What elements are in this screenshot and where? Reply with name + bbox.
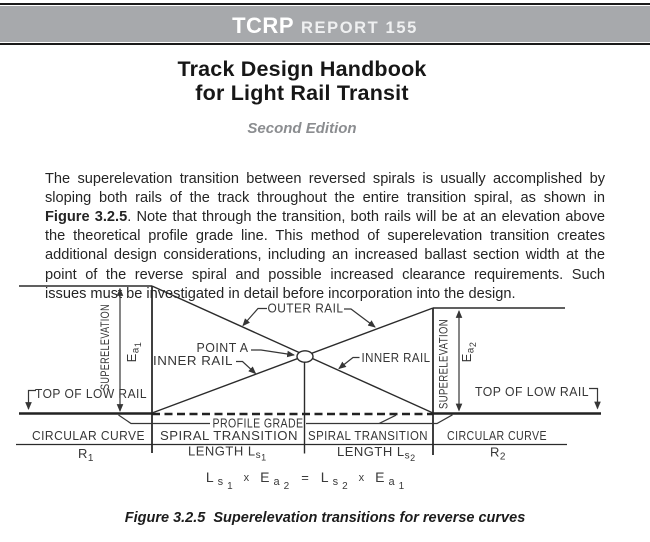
section-label-circular-curve-2: CIRCULAR CURVE	[447, 428, 547, 443]
e1-index: 1	[133, 341, 143, 348]
r1-base: R	[78, 446, 88, 461]
formula-multiply-2: x	[358, 472, 365, 484]
formula-ea1-index: 1	[398, 481, 405, 492]
outer-rail-leader-left	[243, 309, 267, 326]
header-title-primary: TCRP	[232, 13, 294, 38]
outer-rail-leader-right	[344, 309, 375, 327]
section-dim-r1	[78, 446, 94, 464]
point-a-label: POINT A	[196, 340, 249, 355]
formula-ls2-index: 2	[342, 481, 348, 492]
point-a-node	[297, 351, 313, 362]
e2-index: 2	[468, 341, 478, 348]
header-title	[232, 6, 418, 39]
formula-equals: =	[301, 470, 309, 485]
ls1-index: 1	[261, 452, 267, 463]
formula-ls2-base: L	[320, 469, 329, 485]
paragraph-text-after: . Note that through the transition, both rails will be at an elevation above the theoretical profile grade line. This method of superelevation transition creates additional design considerations, including an increased ballast section width at the point of the reverse spiral and possible increased clearance requirements. Such issues must be investigated in detail before incorporation into the design.	[45, 209, 606, 302]
figure-reference: Figure 3.2.5	[45, 209, 128, 225]
diagram-labels	[32, 276, 589, 465]
top-of-low-rail-label-left: TOP OF LOW RAIL	[35, 386, 147, 401]
formula-ea2-index: 2	[283, 481, 290, 492]
paragraph-text-before: The superelevation transition between reversed spirals is usually accomplished by sloping both rails of the track throughout the entire transition spiral, as shown in	[45, 170, 605, 206]
formula-multiply-1: x	[243, 472, 250, 484]
ls2-base: LENGTH L	[337, 444, 405, 459]
e1-sub: a	[130, 347, 142, 354]
profile-grade-label: PROFILE GRADE	[212, 415, 304, 431]
ls1-base: LENGTH L	[188, 443, 256, 459]
inner-rail-leader-left	[236, 362, 256, 374]
e2-base: E	[459, 353, 474, 363]
edition-subtitle: Second Edition	[247, 120, 357, 137]
formula-ea1-sub: a	[388, 476, 395, 488]
header-bottom-rule	[0, 43, 650, 45]
point-a-leader	[251, 350, 294, 355]
r2-index: 2	[499, 451, 506, 463]
figure-caption: Figure 3.2.5 Superelevation transitions for reverse curves	[124, 510, 526, 526]
title-line-1: Track Design Handbook	[177, 57, 427, 81]
r2-base: R	[490, 444, 500, 460]
superelevation-diagram	[0, 270, 650, 500]
profile-grade-leader-hook	[379, 415, 396, 423]
inner-rail-leader-right	[339, 358, 360, 369]
r1-index: 1	[87, 453, 94, 464]
profile-grade-leader-left	[119, 415, 211, 424]
formula-ls2-sub: s	[332, 476, 339, 488]
formula-ea2-sub: a	[273, 476, 280, 488]
ls2-index: 2	[410, 453, 416, 463]
superelevation-label-right: SUPERELEVATION	[436, 295, 451, 409]
superelevation-value-left	[124, 342, 143, 363]
ls2-sub: s	[404, 450, 411, 462]
e2-sub: a	[465, 347, 477, 354]
e1-base: E	[124, 353, 139, 363]
formula-ls1-sub: s	[217, 476, 224, 488]
superelevation-formula	[105, 469, 505, 492]
superelevation-value-right	[459, 342, 478, 363]
formula-ea1-base: E	[375, 469, 385, 485]
section-dim-r2	[490, 445, 506, 463]
top-of-low-rail-pointer-right	[589, 389, 598, 409]
formula-ls1-index: 1	[227, 481, 233, 492]
section-dim-length-ls1	[188, 444, 267, 463]
header-top-rule	[0, 3, 650, 5]
title-line-2: for Light Rail Transit	[195, 81, 409, 105]
header-title-secondary: REPORT 155	[301, 19, 418, 37]
title-block	[0, 57, 604, 137]
formula-ea2-base: E	[260, 469, 270, 485]
section-label-circular-curve-1: CIRCULAR CURVE	[32, 428, 145, 443]
ls1-sub: s	[255, 450, 262, 461]
section-dim-length-ls2	[337, 444, 416, 463]
section-label-spiral-transition-1: SPIRAL TRANSITION	[160, 428, 298, 443]
header-bar	[0, 6, 650, 42]
inner-rail-label-right: INNER RAIL	[361, 350, 431, 365]
inner-rail-label-left: INNER RAIL	[153, 353, 233, 368]
section-label-spiral-transition-2: SPIRAL TRANSITION	[308, 428, 428, 443]
formula-ls1-base: L	[205, 469, 214, 485]
profile-grade-leader-right	[306, 415, 453, 424]
top-of-low-rail-label-right: TOP OF LOW RAIL	[475, 384, 589, 399]
outer-rail-label: OUTER RAIL	[267, 300, 344, 316]
superelevation-label-left: SUPERELEVATION	[98, 276, 112, 390]
